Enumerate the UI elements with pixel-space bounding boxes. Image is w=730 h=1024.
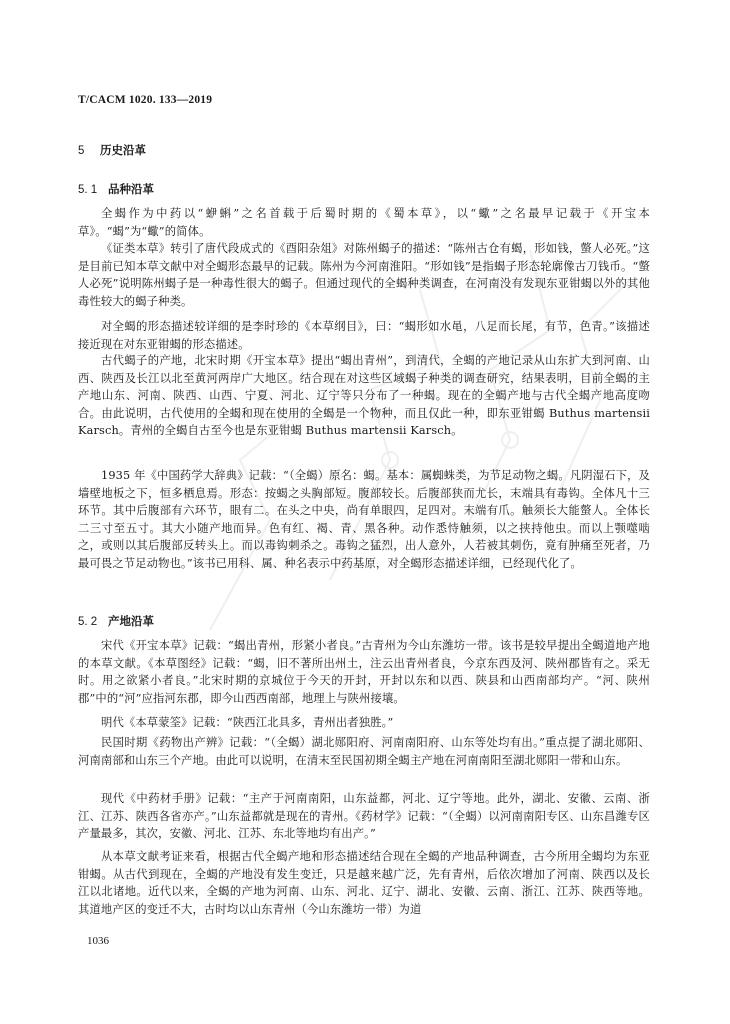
- section-5-2-number: 5. 2: [78, 616, 98, 628]
- page-number: 1036: [87, 935, 109, 947]
- section-5-number: 5: [78, 145, 85, 157]
- section-5-1-heading: [78, 181, 154, 197]
- paragraph: 古代蝎子的产地，北宋时期《开宝本草》提出“蝎出青州”，到清代，全蝎的产地记录从山东扩大到河南、山西、陕西及长江以北至黄河两岸广大地区。结合现在对这些区域蝎子种类的调查研究，结果表明，目前全蝎的主产地山东、河南、陕西、山西、宁夏、河北、辽宁等只分布了一种蝎。现在的全蝎产地与古代全蝎产地高度吻合。由此说明，古代使用的全蝎和现在使用的全蝎是一个物种，而且仅此一种，即东亚钳蝎 Buthus martensii Karsch。青州的全蝎自古至今也是东亚钳蝎 Buthus martensii Karsch。: [78, 354, 650, 438]
- paragraph: 1935 年《中国药学大辞典》记载：“（全蝎）原名：蝎。基本：属蜘蛛类，为节足动物之蝎。凡阴湿石下，及墙壁地板之下，恒多栖息焉。形态：按蝎之头胸部短。腹部较长。后腹部狭而尤长，末端具有毒钩。全体凡十三环节。其中后腹部有六环节，眼有二。在头之中央，尚有单眼四，足四对。末端有爪。触须长大能螫人。全体长二三寸至五寸。其大小随产地而异。色有红、褐、青、黑各种。动作悉恃触须，以之挟持他虫。而以上颚噬啮之，或则以其后腹部反转头上。而以毒钩刺杀之。毒钩之猛烈，出人意外，人若被其刺伤，竟有肿痛至死者，乃最可畏之节足动物也。”该书已用科、属、种名表示中药基原，对全蝎形态描述详细，已经现代化了。: [78, 469, 650, 570]
- paragraph: 宋代《开宝本草》记载：“蝎出青州，形紧小者良。”古青州为今山东潍坊一带。该书是较早提出全蝎道地产地的本草文献。《本草图经》记载：“蝎，旧不著所出州土，注云出青州者良，今京东西及河、陕州郡皆有之。采无时。用之欲紧小者良。”北宋时期的京城位于今天的开封，开封以东和以西、陕县和山西南部均产。“河、陕州郡”中的“河”应指河东郡，即今山西西南部，地理上与陕州接壤。: [78, 639, 650, 705]
- paragraph: 全蝎作为中药以“蛜蝌”之名首载于后蜀时期的《蜀本草》，以“蠍”之名最早记载于《开宝本草》。“蝎”为“蠍”的简体。: [78, 207, 650, 238]
- section-5-2-title: 产地沿革: [108, 614, 154, 628]
- paragraph: 从本草文献考证来看，根据古代全蝎产地和形态描述结合现在全蝎的产地品种调查，古今所用全蝎均为东亚钳蝎。从古代到现在，全蝎的产地没有发生变迁，只是越来越广泛，先有青州，后依次增加了河南、陕西以及长江以北诸地。近代以来，全蝎的产地为河南、山东、河北、辽宁、湖北、安徽、云南、浙江、江苏、陕西等地。其道地产区的变迁不大，古时均以山东青州（今山东潍坊一带）为道: [78, 850, 650, 916]
- paragraph: 对全蝎的形态描述较详细的是李时珍的《本草纲目》，曰：“蝎形如水黾，八足而长尾，有节，色青。”该描述接近现在对东亚钳蝎的形态描述。: [78, 320, 650, 351]
- document-code: T/CACM 1020. 133—2019: [78, 94, 213, 106]
- section-5-heading: [78, 142, 146, 158]
- section-5-1-title: 品种沿革: [108, 182, 154, 196]
- section-5-2-heading: [78, 613, 154, 629]
- paragraph: 现代《中药材手册》记载：“主产于河南南阳，山东益都，河北、辽宁等地。此外，湖北、安徽、云南、浙江、江苏、陕西各省亦产。”山东益都就是现在的青州。《药材学》记载：“（全蝎）以河南南阳专区、山东昌潍专区产量最多，其次，安徽、河北、江苏、东北等地均有出产。”: [78, 792, 650, 841]
- section-5-1-number: 5. 1: [78, 184, 98, 196]
- paragraph: 民国时期《药物出产辨》记载：“（全蝎）湖北郧阳府、河南南阳府、山东等处均有出。”重点提了湖北郧阳、河南南部和山东三个产地。由此可以说明，在清末至民国初期全蝎主产地在河南南阳至湖北郧阳一带和山东。: [78, 736, 650, 767]
- paragraph: 明代《本草蒙筌》记载：“陕西江北具多，青州出者独胜。”: [101, 716, 394, 729]
- paragraph: 《证类本草》转引了唐代段成式的《酉阳杂俎》对陈州蝎子的描述：“陈州古仓有蝎，形如钱，螫人必死。”这是目前已知本草文献中对全蝎形态最早的记载。陈州为今河南淮阳。“形如钱”是指蝎子形态轮廓像古刀钱币。“螫人必死”说明陈州蝎子是一种毒性很大的蝎子。但通过现代的全蝎种类调查，在河南没有发现东亚钳蝎以外的其他毒性较大的蝎子种类。: [78, 242, 650, 308]
- section-5-title: 历史沿革: [100, 143, 146, 157]
